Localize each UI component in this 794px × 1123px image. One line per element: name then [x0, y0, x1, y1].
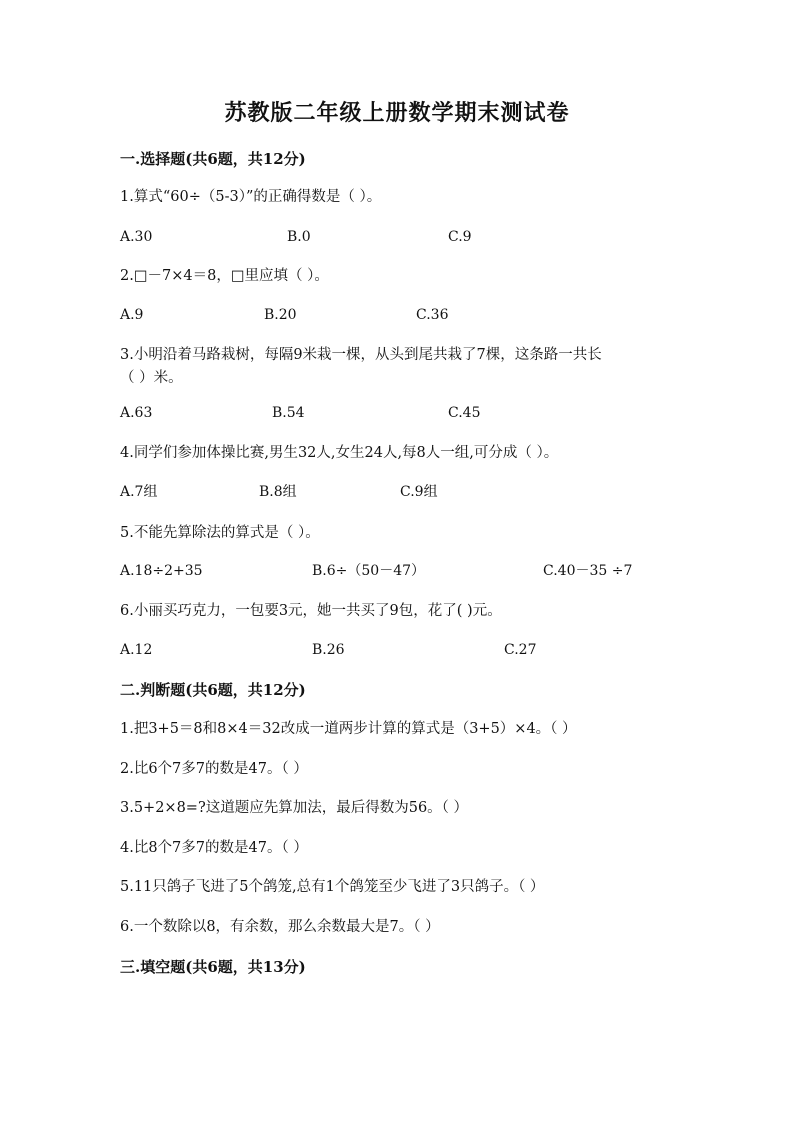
option-6b: B.26	[312, 642, 345, 658]
option-5b: B.6÷（50－47）	[312, 563, 426, 579]
section-heading-choice: 一.选择题(共6题，共12分)	[120, 150, 306, 168]
option-3c: C.45	[448, 405, 481, 421]
section-heading-judge: 二.判断题(共6题，共12分)	[120, 681, 306, 699]
option-4b: B.8组	[259, 484, 297, 500]
option-5a: A.18÷2+35	[120, 563, 203, 579]
question-choice-1: 1.算式“60÷（5-3）”的正确得数是（ ）。	[120, 189, 382, 205]
option-6a: A.12	[120, 642, 153, 658]
option-2c: C.36	[416, 307, 449, 323]
option-4a: A.7组	[120, 484, 158, 500]
option-2b: B.20	[264, 307, 297, 323]
option-5c: C.40－35 ÷7	[543, 563, 633, 579]
question-judge-5: 5.11只鸽子飞进了5个鸽笼,总有1个鸽笼至少飞进了3只鸽子。（ ）	[120, 879, 545, 895]
question-choice-3-line2: （ ）米。	[120, 370, 183, 386]
question-choice-4: 4.同学们参加体操比赛,男生32人,女生24人,每8人一组,可分成（ ）。	[120, 445, 559, 461]
option-4c: C.9组	[400, 484, 438, 500]
question-judge-2: 2.比6个7多7的数是47。（ ）	[120, 761, 308, 777]
section-heading-fill: 三.填空题(共6题，共13分)	[120, 958, 306, 976]
question-judge-1: 1.把3+5＝8和8×4＝32改成一道两步计算的算式是（3+5）×4。（ ）	[120, 721, 577, 737]
page-title: 苏教版二年级上册数学期末测试卷	[224, 100, 570, 126]
question-judge-6: 6.一个数除以8，有余数，那么余数最大是7。（ ）	[120, 919, 440, 935]
option-2a: A.9	[120, 307, 144, 323]
option-6c: C.27	[504, 642, 537, 658]
option-3a: A.63	[120, 405, 153, 421]
question-choice-3-line1: 3.小明沿着马路栽树，每隔9米栽一棵，从头到尾共栽了7棵，这条路一共长	[120, 347, 602, 363]
option-3b: B.54	[272, 405, 305, 421]
question-judge-3: 3.5+2×8=?这道题应先算加法，最后得数为56。（ ）	[120, 800, 469, 816]
question-choice-6: 6.小丽买巧克力，一包要3元，她一共买了9包，花了( )元。	[120, 603, 502, 619]
question-choice-5: 5.不能先算除法的算式是（ ）。	[120, 525, 320, 541]
option-1a: A.30	[120, 229, 153, 245]
option-1c: C.9	[448, 229, 472, 245]
question-choice-2: 2.□－7×4＝8，□里应填（ ）。	[120, 268, 329, 284]
option-1b: B.0	[287, 229, 311, 245]
question-judge-4: 4.比8个7多7的数是47。（ ）	[120, 840, 308, 856]
